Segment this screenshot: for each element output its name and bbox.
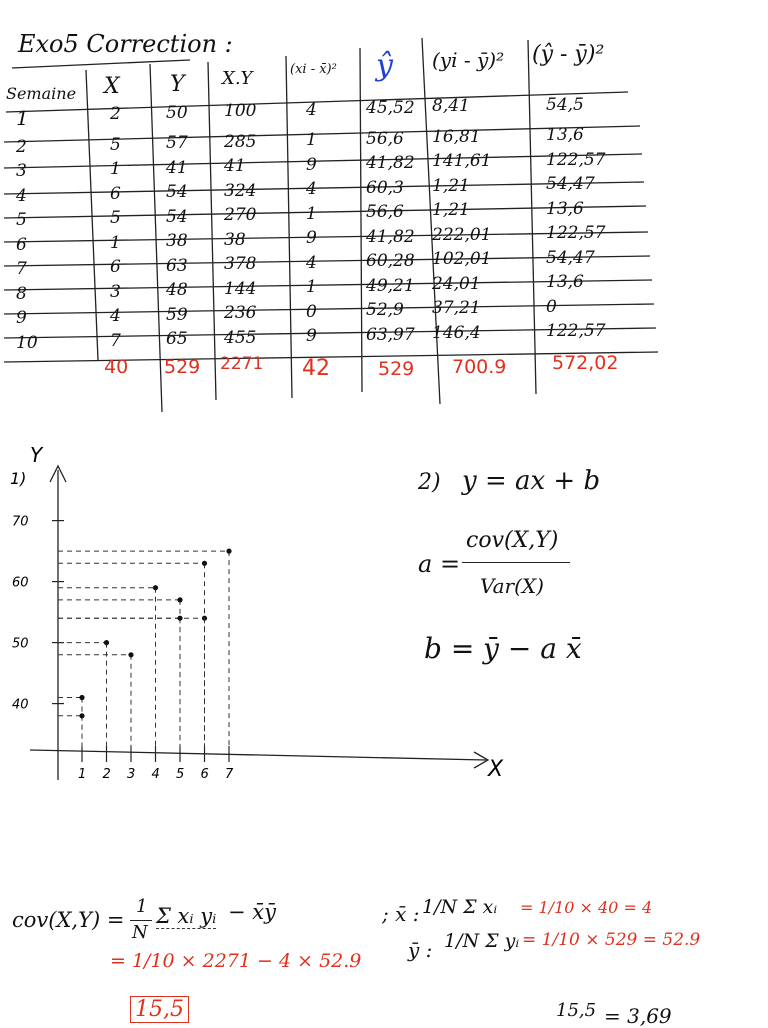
cell-semaine: 4 [16, 185, 27, 206]
cell-xy: 41 [224, 156, 246, 177]
header-semaine: Semaine [6, 84, 77, 103]
cell-yhat-ybar-sq: 122,57 [546, 321, 606, 342]
cell-xy: 100 [224, 101, 257, 122]
cell-xi-xbar-sq: 9 [306, 326, 317, 347]
y-ticks [12, 515, 64, 713]
cell-yhat: 41,82 [366, 153, 415, 173]
cell-yi-ybar-sq: 102,01 [432, 249, 492, 270]
y-tick-label: 40 [12, 697, 29, 713]
cell-xi-xbar-sq: 1 [306, 130, 317, 151]
y-tick-label: 60 [12, 575, 29, 591]
data-point [153, 585, 158, 590]
cov-lhs: cov(X,Y) = [12, 908, 125, 932]
data-point [226, 549, 231, 554]
x-axis [30, 750, 486, 760]
x-tick-label: 4 [151, 767, 160, 782]
cov-minus-term: − x̄ȳ [228, 900, 276, 924]
cell-y: 63 [166, 255, 188, 276]
ybar-value: = 1/10 × 529 = 52.9 [522, 930, 701, 950]
cell-x: 4 [110, 306, 121, 327]
cell-xy: 144 [224, 278, 257, 299]
cell-yhat: 49,21 [366, 275, 415, 296]
header-xy: X.Y [222, 68, 253, 89]
cell-semaine: 5 [16, 210, 27, 230]
header-yi-ybar-sq: (yi - ȳ)² [432, 48, 505, 72]
cell-y: 50 [166, 102, 188, 123]
cell-yhat: 56,6 [366, 128, 404, 149]
header-yhat: ŷ [376, 48, 393, 83]
x-tick-label: 7 [225, 767, 234, 782]
cell-xi-xbar-sq: 4 [306, 179, 317, 200]
cell-x: 6 [110, 257, 121, 278]
xbar-value: = 1/10 × 40 = 4 [520, 898, 653, 917]
cell-x: 3 [110, 281, 121, 302]
cell-yi-ybar-sq: 141,61 [432, 151, 492, 172]
header-x: X [104, 74, 120, 99]
ybar-lhs: ȳ : [408, 938, 433, 962]
cell-yhat-ybar-sq: 54,5 [546, 94, 584, 115]
data-point [79, 713, 84, 718]
formula-b: b = ȳ − a x̄ [424, 632, 582, 665]
cell-semaine: 1 [16, 106, 29, 130]
cell-yi-ybar-sq: 8,41 [432, 96, 470, 117]
cov-fraction-bar [130, 920, 152, 921]
cell-yhat: 63,97 [366, 324, 415, 345]
x-tick-label: 2 [102, 767, 111, 782]
sum-yhat: 529 [378, 358, 415, 380]
formula-model: y = ax + b [462, 466, 601, 496]
cell-yhat: 60,3 [366, 177, 404, 198]
cov-sum-term: Σ xᵢ yᵢ [156, 904, 217, 928]
cell-xi-xbar-sq: 1 [306, 203, 317, 224]
cell-semaine: 3 [16, 161, 27, 181]
scatter-graph [0, 440, 520, 800]
cell-y: 48 [166, 280, 188, 301]
cell-xi-xbar-sq: 9 [306, 154, 317, 175]
cell-semaine: 6 [16, 234, 27, 255]
x-axis-label: X [488, 757, 504, 782]
cell-yi-ybar-sq: 146,4 [432, 322, 481, 343]
cell-yhat: 45,52 [366, 98, 415, 118]
y-axis-label: Y [30, 443, 43, 467]
cell-xy: 38 [224, 229, 246, 250]
cov-frac-den: N [132, 922, 148, 943]
x-tick-label: 5 [176, 767, 185, 782]
sum-yhat-ybar-sq: 572,02 [552, 352, 619, 374]
x-tick-label: 1 [78, 767, 87, 782]
y-tick-label: 50 [12, 636, 29, 652]
cell-x: 7 [110, 330, 121, 351]
cell-yhat-ybar-sq: 54,47 [546, 174, 595, 195]
cell-semaine: 7 [16, 259, 27, 279]
formula-a-lhs: a = [418, 550, 461, 578]
cell-semaine: 10 [16, 332, 38, 353]
cell-x: 2 [110, 104, 121, 125]
cell-xy: 324 [224, 180, 257, 201]
sum-y: 529 [164, 356, 201, 378]
data-point [104, 640, 109, 645]
ybar-formula: 1/N Σ yᵢ [444, 930, 520, 952]
cell-y: 65 [166, 329, 188, 350]
data-point [177, 597, 182, 602]
cell-yhat: 52,9 [366, 300, 404, 320]
y-tick-label: 70 [12, 514, 29, 530]
cell-x: 6 [110, 183, 121, 204]
sum-xy: 2271 [220, 354, 264, 374]
cell-xy: 236 [224, 303, 257, 324]
data-point [79, 695, 84, 700]
sum-yi-ybar-sq: 700.9 [452, 356, 507, 378]
cell-xi-xbar-sq: 0 [306, 301, 317, 322]
cell-x: 5 [110, 208, 121, 229]
cell-semaine: 2 [16, 136, 27, 157]
formula-a-denominator: Var(X) [480, 574, 544, 598]
cell-xy: 455 [224, 327, 257, 348]
cell-y: 59 [166, 304, 188, 325]
cell-yi-ybar-sq: 16,81 [432, 126, 481, 147]
cell-yi-ybar-sq: 1,21 [432, 175, 470, 196]
cell-xi-xbar-sq: 4 [306, 252, 317, 273]
cell-yhat-ybar-sq: 122,57 [546, 223, 606, 244]
bottom-fraction-num: 15,5 [556, 1000, 597, 1021]
cell-semaine: 9 [16, 308, 27, 328]
cell-xy: 285 [224, 131, 257, 152]
cell-yhat-ybar-sq: 54,47 [546, 247, 595, 268]
cell-y: 54 [166, 182, 188, 203]
page-title: Exo5 Correction : [18, 30, 233, 58]
cell-xy: 378 [224, 254, 257, 275]
cell-yi-ybar-sq: 1,21 [432, 200, 470, 221]
bottom-value: = 3,69 [604, 1004, 672, 1028]
cell-yhat-ybar-sq: 0 [546, 296, 557, 317]
cell-yhat-ybar-sq: 13,6 [546, 272, 584, 293]
data-points [58, 549, 232, 753]
cell-yhat-ybar-sq: 13,6 [546, 198, 584, 219]
formula-a-fraction-bar [462, 562, 570, 563]
cell-yi-ybar-sq: 37,21 [432, 298, 481, 319]
cell-y: 57 [166, 133, 188, 154]
sum-x: 40 [104, 356, 129, 378]
x-tick-label: 3 [127, 767, 136, 782]
formula-a-numerator: cov(X,Y) [466, 528, 559, 553]
cell-y: 54 [166, 206, 188, 227]
cell-yhat: 41,82 [366, 226, 415, 247]
cov-result: 15,5 [130, 996, 189, 1023]
cell-yhat-ybar-sq: 122,57 [546, 149, 606, 170]
cell-x: 1 [110, 159, 121, 180]
cell-xi-xbar-sq: 4 [306, 99, 317, 120]
data-point [202, 561, 207, 566]
formula-section-label: 2) [418, 470, 441, 495]
cov-frac-num: 1 [136, 896, 148, 917]
data-point [128, 652, 133, 657]
cell-xy: 270 [224, 205, 257, 226]
cell-semaine: 8 [16, 283, 27, 304]
data-point [177, 616, 182, 621]
cell-yhat-ybar-sq: 13,6 [546, 125, 584, 146]
cov-line2: = 1/10 × 2271 − 4 × 52.9 [110, 950, 362, 972]
xbar-lhs: ; x̄ : [382, 902, 420, 926]
cell-yhat: 56,6 [366, 202, 404, 222]
cell-yi-ybar-sq: 222,01 [432, 224, 492, 245]
xbar-formula: 1/N Σ xᵢ [422, 896, 498, 918]
cell-xi-xbar-sq: 9 [306, 228, 317, 249]
graph-section-label: 1) [10, 469, 27, 488]
header-xi-xbar-sq: (xi - x̄)² [290, 62, 337, 77]
cell-yhat: 60,28 [366, 251, 415, 271]
header-yhat-ybar-sq: (ŷ - ȳ)² [532, 42, 605, 67]
cell-xi-xbar-sq: 1 [306, 277, 317, 298]
cell-x: 1 [110, 232, 121, 253]
header-y: Y [170, 72, 185, 97]
x-tick-label: 6 [200, 767, 209, 782]
cell-x: 5 [110, 134, 121, 155]
cell-yi-ybar-sq: 24,01 [432, 273, 481, 294]
cell-y: 41 [166, 157, 188, 178]
sum-xi-xbar-sq: 42 [302, 356, 330, 381]
cell-y: 38 [166, 231, 188, 252]
